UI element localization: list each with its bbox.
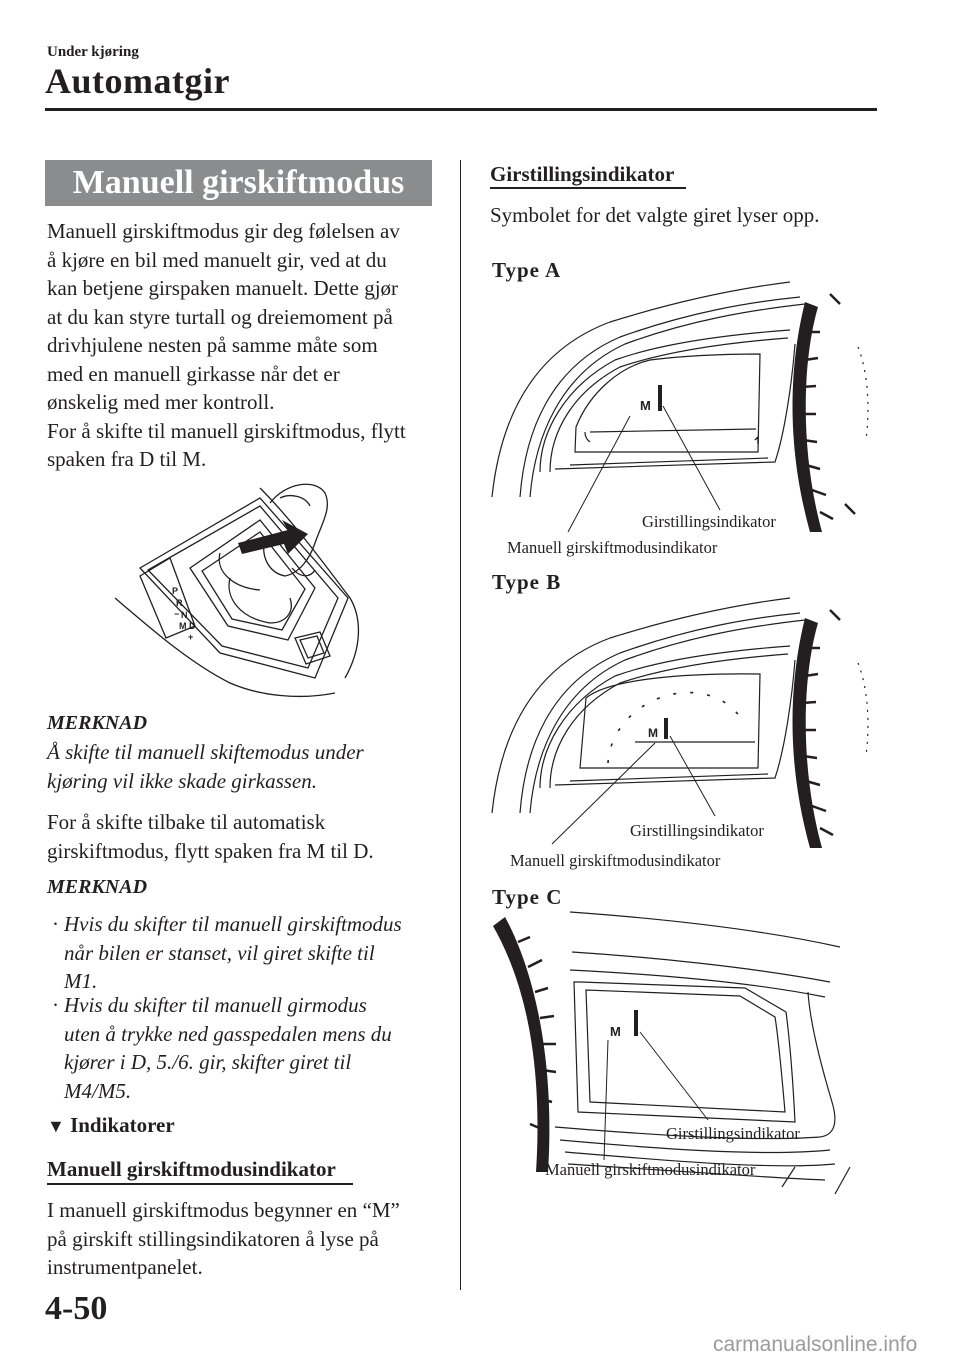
gear-indicator-heading: Girstillingsindikator [490, 162, 675, 186]
intro-line: å kjøre en bil med manuelt gir, ved at du [47, 247, 387, 272]
intro-line: ønskelig med mer kontroll. [47, 390, 275, 414]
type-b-gear-label: Girstillingsindikator [630, 821, 764, 840]
intro-line: at du kan styre turtall og dreiemoment på [47, 304, 393, 329]
note-bullet [52, 991, 392, 1105]
watermark-site: carmanualsonline.info [713, 1333, 918, 1356]
type-b-label: Type B [492, 570, 562, 594]
paragraph-line: på girskift stillingsindikatoren å lyse på [47, 1226, 379, 1251]
type-a-label: Type A [492, 258, 562, 282]
paragraph-line: instrumentpanelet. [47, 1255, 203, 1279]
subhead-rule [47, 1183, 353, 1185]
type-b-mode-label: Manuell girskiftmodusindikator [510, 851, 721, 870]
note-line: Å skifte til manuell skiftemodus under [47, 740, 364, 764]
type-b-m-indicator: M [648, 726, 658, 740]
type-c-leader-mode [604, 1040, 608, 1160]
note-bullet [52, 910, 402, 996]
section-title: Manuell girskiftmodus [45, 160, 432, 206]
bullet-line: kjører i D, 5./6. gir, skifter giret til [64, 1050, 352, 1074]
shift-lever-illustration [110, 478, 370, 703]
type-c-gear-symbol [634, 1010, 638, 1036]
page-number: 4-50 [45, 1290, 108, 1327]
type-b-cluster-illustration [490, 598, 875, 848]
type-a-leader-gear [663, 406, 720, 510]
intro-line: kan betjene girspaken manuelt. Dette gjør [47, 276, 399, 300]
type-a-leader-mode [568, 416, 630, 532]
note-line: kjøring vil ikke skade girkassen. [47, 768, 318, 793]
intro-line: For å skifte til manuell girskiftmodus, flytt [47, 418, 406, 443]
bullet-dot: · [52, 912, 59, 936]
gear-indicator-text: Symbolet for det valgte giret lyser opp. [490, 203, 820, 227]
type-b-gear-symbol [664, 718, 668, 739]
bullet-line: Hvis du skifter til manuell girmodus [64, 993, 367, 1017]
intro-line: Manuell girskiftmodus gir deg følelsen av [47, 219, 400, 243]
gate-minus: − [174, 609, 180, 619]
bullet-line: M4/M5. [64, 1078, 132, 1103]
indicators-heading-text: Indikatorer [70, 1113, 175, 1137]
bullet-line: uten å trykke ned gasspedalen mens du [64, 1021, 392, 1046]
bullet-line: Hvis du skifter til manuell girskiftmodus [64, 912, 402, 936]
intro-line: med en manuell girkasse når det er [47, 361, 340, 386]
gate-p: P [172, 586, 179, 596]
gate-d: D [189, 621, 196, 631]
triangle-down-icon: ▼ [47, 1116, 65, 1136]
column-divider [460, 160, 461, 1290]
gate-r: R [176, 598, 183, 608]
type-c-gear-label: Girstillingsindikator [666, 1124, 800, 1143]
intro-paragraph [47, 217, 406, 474]
return-paragraph [47, 808, 374, 865]
type-c-m-indicator: M [610, 1024, 621, 1039]
bullet-line: M1. [64, 969, 98, 993]
note-body [47, 738, 364, 795]
type-a-m-indicator: M [640, 398, 651, 413]
note-heading: MERKNAD [47, 876, 148, 898]
paragraph-line: I manuell girskiftmodus begynner en “M” [47, 1198, 400, 1222]
chapter-label: Under kjøring [47, 44, 139, 60]
return-line: For å skifte tilbake til automatisk [47, 810, 326, 834]
type-a-mode-label: Manuell girskiftmodusindikator [507, 538, 718, 557]
bullet-dot: · [52, 993, 59, 1017]
intro-line: spaken fra D til M. [47, 447, 207, 471]
indicators-heading [47, 1113, 175, 1138]
manual-indicator-heading: Manuell girskiftmodusindikator [47, 1157, 336, 1181]
type-c-label: Type C [492, 885, 563, 909]
gate-m: M [179, 621, 187, 631]
type-a-gear-symbol [658, 385, 662, 411]
page-title: Automatgir [45, 61, 230, 101]
note-heading: MERKNAD [47, 712, 148, 734]
header-rule [45, 108, 877, 111]
intro-line: drivhjulene nesten på samme måte som [47, 333, 378, 357]
gate-plus: + [188, 632, 194, 642]
bullet-line: når bilen er stanset, vil giret skifte til [64, 940, 375, 965]
type-a-cluster-illustration [490, 282, 875, 532]
manual-indicator-paragraph [47, 1196, 400, 1282]
type-a-gear-label: Girstillingsindikator [642, 512, 776, 531]
gate-n: N [181, 610, 188, 620]
subhead-rule [490, 187, 686, 189]
type-c-mode-label: Manuell girskiftmodusindikator [545, 1160, 756, 1179]
return-line: girskiftmodus, flytt spaken fra M til D. [47, 838, 374, 863]
type-c-cluster-illustration [490, 912, 875, 1197]
